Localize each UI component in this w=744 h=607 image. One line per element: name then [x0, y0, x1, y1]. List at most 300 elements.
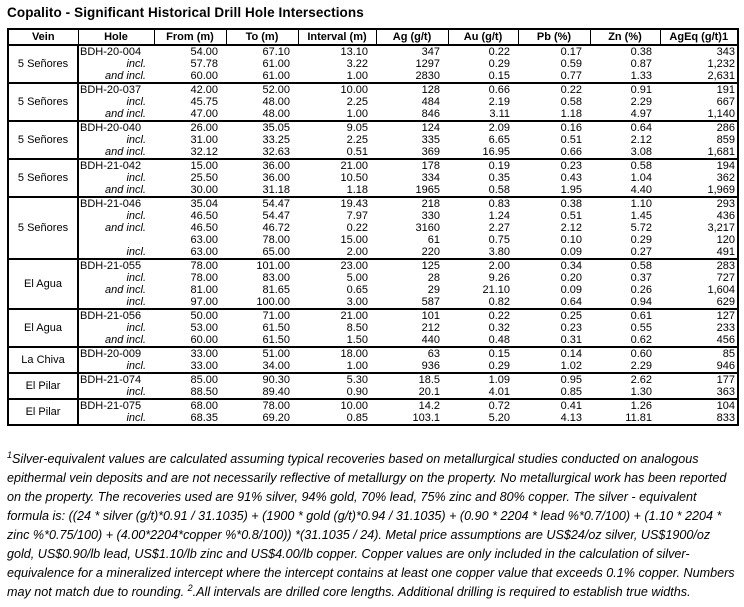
table-row: [8, 296, 738, 309]
pb-cell: 0.34: [518, 259, 590, 272]
drill-table-body: [8, 45, 738, 425]
table-row: [8, 373, 738, 386]
to-cell: 48.00: [262, 96, 290, 108]
to-cell: 67.10: [226, 45, 298, 58]
vein-cell: 5 Señores: [8, 83, 78, 121]
from-cell: 68.00: [154, 399, 226, 412]
ag-cell: 220: [421, 246, 440, 258]
ag-cell: 369: [421, 146, 440, 158]
ageq-cell: 104: [660, 399, 738, 412]
hole-cell: and incl.: [78, 146, 154, 159]
from-cell: 35.04: [154, 197, 226, 210]
hole-cell: BDH-20-009: [78, 347, 154, 360]
interval-cell: 1.00: [346, 360, 368, 372]
ageq-cell: 293: [660, 197, 738, 210]
au-cell: 3.80: [488, 246, 510, 258]
from-cell: 60.00: [190, 70, 218, 82]
to-cell: 32.63: [262, 146, 290, 158]
au-cell: 2.27: [488, 222, 510, 234]
interval-cell: 1.18: [346, 184, 368, 196]
au-cell: 0.75: [488, 234, 510, 246]
ageq-cell: 363: [716, 386, 735, 398]
hole-cell: incl.: [78, 96, 154, 108]
hole-cell: BDH-21-074: [78, 373, 154, 386]
pb-cell: 0.66: [560, 146, 582, 158]
ageq-cell: 667: [716, 96, 735, 108]
vein-cell: 5 Señores: [8, 159, 78, 197]
ag-cell: 1297: [415, 58, 440, 70]
table-row: [8, 272, 738, 284]
table-row: [8, 96, 738, 108]
table-row: [8, 347, 738, 360]
hole-cell: incl.: [78, 272, 154, 284]
to-cell: 83.00: [262, 272, 290, 284]
to-cell: 61.00: [262, 70, 290, 82]
from-cell: 30.00: [190, 184, 218, 196]
ag-cell: 3160: [415, 222, 440, 234]
ageq-cell: 629: [716, 296, 735, 308]
zn-cell: 2.12: [630, 134, 652, 146]
interval-cell: 15.00: [340, 234, 368, 246]
ageq-cell: 286: [660, 121, 738, 134]
table-row: [8, 246, 738, 259]
pb-cell: 0.31: [560, 334, 582, 346]
pb-cell: 0.38: [518, 197, 590, 210]
ag-cell: 178: [376, 159, 448, 172]
table-row: [8, 197, 738, 210]
pb-cell: 0.51: [560, 134, 582, 146]
zn-cell: 0.29: [630, 234, 652, 246]
to-cell: 101.00: [226, 259, 298, 272]
au-cell: 0.19: [448, 159, 518, 172]
table-row: [8, 210, 738, 222]
pb-cell: 0.16: [518, 121, 590, 134]
ag-cell: 330: [421, 210, 440, 222]
to-cell: 89.40: [262, 386, 290, 398]
from-cell: 78.00: [190, 272, 218, 284]
footnote-text-2: .All intervals are drilled core lengths. Additional drilling is required to establish true widths.: [192, 585, 691, 599]
zn-cell: 0.26: [630, 284, 652, 296]
interval-cell: 8.50: [346, 322, 368, 334]
interval-cell: 21.00: [298, 309, 376, 322]
from-cell: 78.00: [154, 259, 226, 272]
ag-cell: 28: [427, 272, 440, 284]
from-cell: 25.50: [190, 172, 218, 184]
hole-cell: incl.: [78, 172, 154, 184]
header-row: [8, 29, 738, 45]
interval-cell: 13.10: [298, 45, 376, 58]
au-cell: 6.65: [488, 134, 510, 146]
au-cell: 16.95: [482, 146, 510, 158]
interval-cell: 0.22: [346, 222, 368, 234]
to-cell: 65.00: [262, 246, 290, 258]
column-header: Hole: [78, 29, 154, 45]
ag-cell: 63: [376, 347, 448, 360]
from-cell: 88.50: [190, 386, 218, 398]
ageq-cell: 456: [716, 334, 735, 346]
vein-cell: La Chiva: [8, 347, 78, 373]
au-cell: 2.09: [448, 121, 518, 134]
table-row: [8, 322, 738, 334]
interval-cell: 10.00: [298, 83, 376, 96]
ageq-cell: 491: [716, 246, 735, 258]
table-row: [8, 70, 738, 83]
to-cell: 78.00: [262, 234, 290, 246]
vein-cell: El Agua: [8, 259, 78, 309]
ageq-cell: 1,604: [707, 284, 735, 296]
table-row: [8, 172, 738, 184]
pb-cell: 0.14: [518, 347, 590, 360]
interval-cell: 2.25: [346, 134, 368, 146]
ag-cell: 335: [421, 134, 440, 146]
table-row: [8, 83, 738, 96]
from-cell: 53.00: [190, 322, 218, 334]
page-title: Copalito - Significant Historical Drill Hole Intersections: [7, 5, 364, 20]
hole-cell: and incl.: [78, 184, 154, 197]
vein-cell: El Pilar: [8, 373, 78, 399]
ageq-cell: 1,969: [707, 184, 735, 196]
ag-cell: 587: [421, 296, 440, 308]
au-cell: 0.15: [448, 347, 518, 360]
to-cell: 78.00: [226, 399, 298, 412]
from-cell: 97.00: [190, 296, 218, 308]
zn-cell: 11.81: [625, 412, 652, 424]
zn-cell: 1.30: [630, 386, 652, 398]
pb-cell: 0.23: [518, 159, 590, 172]
column-header: Pb (%): [518, 29, 590, 45]
zn-cell: 0.91: [590, 83, 660, 96]
pb-cell: 0.43: [560, 172, 582, 184]
hole-cell: incl.: [78, 322, 154, 334]
interval-cell: 10.00: [298, 399, 376, 412]
zn-cell: 0.27: [630, 246, 652, 258]
interval-cell: 21.00: [298, 159, 376, 172]
ageq-cell: 1,232: [707, 58, 735, 70]
to-cell: 69.20: [262, 412, 290, 424]
to-cell: 46.72: [262, 222, 290, 234]
to-cell: 54.47: [262, 210, 290, 222]
zn-cell: 0.61: [590, 309, 660, 322]
hole-cell: incl.: [78, 360, 154, 373]
table-row: [8, 360, 738, 373]
from-cell: 57.78: [190, 58, 218, 70]
ag-cell: 103.1: [412, 412, 440, 424]
ag-cell: 61: [427, 234, 440, 246]
ag-cell: 128: [376, 83, 448, 96]
ag-cell: 936: [421, 360, 440, 372]
from-cell: 32.12: [190, 146, 218, 158]
vein-cell: 5 Señores: [8, 197, 78, 259]
table-row: [8, 121, 738, 134]
au-cell: 0.72: [448, 399, 518, 412]
interval-cell: 10.50: [340, 172, 368, 184]
interval-cell: 18.00: [298, 347, 376, 360]
au-cell: 0.35: [488, 172, 510, 184]
to-cell: 100.00: [256, 296, 290, 308]
to-cell: 36.00: [226, 159, 298, 172]
ageq-cell: 727: [716, 272, 735, 284]
zn-cell: 0.62: [630, 334, 652, 346]
table-row: [8, 386, 738, 399]
au-cell: 3.11: [489, 108, 510, 120]
hole-cell: incl.: [78, 134, 154, 146]
from-cell: 63.00: [190, 246, 218, 258]
from-cell: 63.00: [190, 234, 218, 246]
column-header: Au (g/t): [448, 29, 518, 45]
table-row: [8, 58, 738, 70]
table-row: [8, 234, 738, 246]
ag-cell: 29: [427, 284, 440, 296]
pb-cell: 0.64: [560, 296, 582, 308]
to-cell: 61.00: [262, 58, 290, 70]
hole-cell: incl.: [78, 246, 154, 259]
au-cell: 2.19: [488, 96, 510, 108]
table-row: [8, 184, 738, 197]
from-cell: 50.00: [154, 309, 226, 322]
pb-cell: 0.10: [560, 234, 582, 246]
pb-cell: 0.77: [560, 70, 582, 82]
zn-cell: 1.45: [630, 210, 652, 222]
from-cell: 45.75: [190, 96, 218, 108]
pb-cell: 2.12: [560, 222, 582, 234]
au-cell: 0.15: [488, 70, 510, 82]
au-cell: 0.32: [488, 322, 510, 334]
interval-cell: 0.51: [346, 146, 368, 158]
pb-cell: 0.59: [560, 58, 582, 70]
interval-cell: 3.00: [346, 296, 368, 308]
column-header: AgEq (g/t)1: [660, 29, 738, 45]
table-row: [8, 412, 738, 425]
ageq-cell: 1,140: [707, 108, 735, 120]
hole-cell: BDH-21-046: [78, 197, 154, 210]
interval-cell: 2.25: [346, 96, 368, 108]
zn-cell: 1.04: [630, 172, 652, 184]
drill-hole-intersections-table: [7, 28, 739, 426]
hole-cell: BDH-21-056: [78, 309, 154, 322]
ag-cell: 125: [376, 259, 448, 272]
ageq-cell: 1,681: [707, 146, 735, 158]
zn-cell: 4.40: [630, 184, 652, 196]
au-cell: 0.22: [448, 309, 518, 322]
from-cell: 42.00: [154, 83, 226, 96]
interval-cell: 23.00: [298, 259, 376, 272]
ageq-cell: 2,631: [707, 70, 735, 82]
hole-cell: [78, 234, 154, 246]
to-cell: 51.00: [226, 347, 298, 360]
ageq-cell: 85: [660, 347, 738, 360]
hole-cell: BDH-20-040: [78, 121, 154, 134]
from-cell: 81.00: [190, 284, 218, 296]
au-cell: 1.24: [488, 210, 510, 222]
table-row: [8, 259, 738, 272]
hole-cell: and incl.: [78, 284, 154, 296]
to-cell: 81.65: [262, 284, 290, 296]
to-cell: 35.05: [226, 121, 298, 134]
hole-cell: BDH-20-004: [78, 45, 154, 58]
au-cell: 2.00: [448, 259, 518, 272]
pb-cell: 1.02: [560, 360, 582, 372]
table-row: [8, 45, 738, 58]
vein-cell: 5 Señores: [8, 121, 78, 159]
to-cell: 33.25: [262, 134, 290, 146]
ag-cell: 124: [376, 121, 448, 134]
hole-cell: incl.: [78, 58, 154, 70]
zn-cell: 0.87: [630, 58, 652, 70]
table-row: [8, 146, 738, 159]
au-cell: 0.29: [488, 360, 510, 372]
ageq-cell: 194: [660, 159, 738, 172]
ageq-cell: 177: [660, 373, 738, 386]
pb-cell: 0.17: [518, 45, 590, 58]
pb-cell: 0.22: [518, 83, 590, 96]
hole-cell: incl.: [78, 210, 154, 222]
pb-cell: 0.09: [560, 284, 582, 296]
column-header: To (m): [226, 29, 298, 45]
ageq-cell: 127: [660, 309, 738, 322]
ag-cell: 1965: [415, 184, 440, 196]
interval-cell: 1.00: [346, 108, 368, 120]
zn-cell: 2.29: [630, 360, 652, 372]
pb-cell: 1.18: [560, 108, 582, 120]
interval-cell: 2.00: [346, 246, 368, 258]
pb-cell: 0.20: [560, 272, 582, 284]
ageq-cell: 436: [716, 210, 735, 222]
zn-cell: 0.37: [630, 272, 652, 284]
zn-cell: 0.64: [590, 121, 660, 134]
table-row: [8, 284, 738, 296]
table-row: [8, 309, 738, 322]
ag-cell: 212: [421, 322, 440, 334]
au-cell: 1.09: [448, 373, 518, 386]
pb-cell: 0.51: [560, 210, 582, 222]
pb-cell: 0.41: [518, 399, 590, 412]
table-row: [8, 222, 738, 234]
zn-cell: 0.94: [630, 296, 652, 308]
pb-cell: 0.58: [560, 96, 582, 108]
au-cell: 0.22: [448, 45, 518, 58]
column-header: Vein: [8, 29, 78, 45]
hole-cell: incl.: [78, 296, 154, 309]
au-cell: 5.20: [488, 412, 510, 424]
column-header: Zn (%): [590, 29, 660, 45]
from-cell: 31.00: [190, 134, 218, 146]
to-cell: 90.30: [226, 373, 298, 386]
column-header: From (m): [154, 29, 226, 45]
interval-cell: 5.30: [298, 373, 376, 386]
to-cell: 34.00: [262, 360, 290, 372]
ag-cell: 20.1: [418, 386, 440, 398]
column-header: Interval (m): [298, 29, 376, 45]
from-cell: 54.00: [154, 45, 226, 58]
to-cell: 31.18: [262, 184, 290, 196]
interval-cell: 1.50: [346, 334, 368, 346]
zn-cell: 5.72: [630, 222, 652, 234]
ageq-cell: 946: [716, 360, 735, 372]
pb-cell: 1.95: [560, 184, 582, 196]
zn-cell: 2.62: [590, 373, 660, 386]
ageq-cell: 3,217: [707, 222, 735, 234]
ag-cell: 218: [376, 197, 448, 210]
au-cell: 0.66: [448, 83, 518, 96]
interval-cell: 5.00: [346, 272, 368, 284]
to-cell: 71.00: [226, 309, 298, 322]
from-cell: 68.35: [190, 412, 218, 424]
interval-cell: 0.85: [346, 412, 368, 424]
ageq-cell: 120: [716, 234, 735, 246]
to-cell: 48.00: [262, 108, 290, 120]
zn-cell: 0.55: [630, 322, 652, 334]
ageq-cell: 833: [716, 412, 735, 424]
au-cell: 9.26: [488, 272, 510, 284]
ag-cell: 440: [421, 334, 440, 346]
pb-cell: 0.09: [560, 246, 582, 258]
ageq-cell: 233: [716, 322, 735, 334]
from-cell: 85.00: [154, 373, 226, 386]
ag-cell: 347: [376, 45, 448, 58]
from-cell: 46.50: [190, 210, 218, 222]
from-cell: 33.00: [154, 347, 226, 360]
vein-cell: 5 Señores: [8, 45, 78, 83]
hole-cell: and incl.: [78, 70, 154, 83]
column-header: Ag (g/t): [376, 29, 448, 45]
hole-cell: BDH-21-042: [78, 159, 154, 172]
from-cell: 33.00: [190, 360, 218, 372]
hole-cell: and incl.: [78, 108, 154, 121]
from-cell: 46.50: [190, 222, 218, 234]
footnote-text-1: Silver-equivalent values are calculated assuming typical recoveries based on metallurgical studies conducted on analogous epithermal vein deposits and are not necessarily reflective of metallurgy on the property. No metallurgical work has been reported on the property. The recoveries used are 91% silver, 94% gold, 70% lead, 75% zinc and 80% copper. The silver - equivalent formula is: ((24 * silver (g/t)*0.91 / 31.1035) + (1900 * gold (g/t)*0.94 / 31.1035) + (0.90 * 2204 * lead %*0.7/100) + (1.10 * 2204 * zinc %*0.75/100) + (4.00*2204*copper %*0.8/100)) *(31.1035 / 24). Metal price assumptions are US$24/oz silver, US$1900/oz gold, US$0.90/lb lead, US$1.10/lb zinc and US$4.00/lb copper. Copper values are only included in the calculation of silver-equivalence for a mineralized intercept where the intercept contains at least one copper value that exceeds 0.1% copper. Numbers may not match due to rounding.: [7, 452, 735, 599]
zn-cell: 2.29: [630, 96, 652, 108]
to-cell: 61.50: [262, 334, 290, 346]
ageq-cell: 283: [660, 259, 738, 272]
ag-cell: 484: [421, 96, 440, 108]
au-cell: 0.82: [488, 296, 510, 308]
zn-cell: 4.97: [630, 108, 652, 120]
hole-cell: and incl.: [78, 334, 154, 347]
to-cell: 52.00: [226, 83, 298, 96]
vein-cell: El Pilar: [8, 399, 78, 425]
hole-cell: incl.: [78, 386, 154, 399]
interval-cell: 19.43: [298, 197, 376, 210]
table-row: [8, 134, 738, 146]
zn-cell: 3.08: [630, 146, 652, 158]
ag-cell: 18.5: [376, 373, 448, 386]
interval-cell: 0.65: [346, 284, 368, 296]
au-cell: 4.01: [488, 386, 510, 398]
footnote-marker-2: 2: [187, 582, 193, 593]
to-cell: 36.00: [262, 172, 290, 184]
hole-cell: incl.: [78, 412, 154, 425]
au-cell: 0.29: [488, 58, 510, 70]
zn-cell: 0.58: [590, 259, 660, 272]
ag-cell: 334: [421, 172, 440, 184]
ageq-cell: 859: [716, 134, 735, 146]
footnote-marker-1: 1: [7, 449, 13, 460]
zn-cell: 0.38: [590, 45, 660, 58]
pb-cell: 0.23: [560, 322, 582, 334]
ageq-cell: 191: [660, 83, 738, 96]
zn-cell: 1.26: [590, 399, 660, 412]
ag-cell: 14.2: [376, 399, 448, 412]
au-cell: 0.48: [488, 334, 510, 346]
table-row: [8, 399, 738, 412]
interval-cell: 7.97: [346, 210, 368, 222]
vein-cell: El Agua: [8, 309, 78, 347]
hole-cell: BDH-21-075: [78, 399, 154, 412]
zn-cell: 0.60: [590, 347, 660, 360]
interval-cell: 3.22: [346, 58, 368, 70]
ag-cell: 846: [421, 108, 440, 120]
interval-cell: 1.00: [346, 70, 368, 82]
